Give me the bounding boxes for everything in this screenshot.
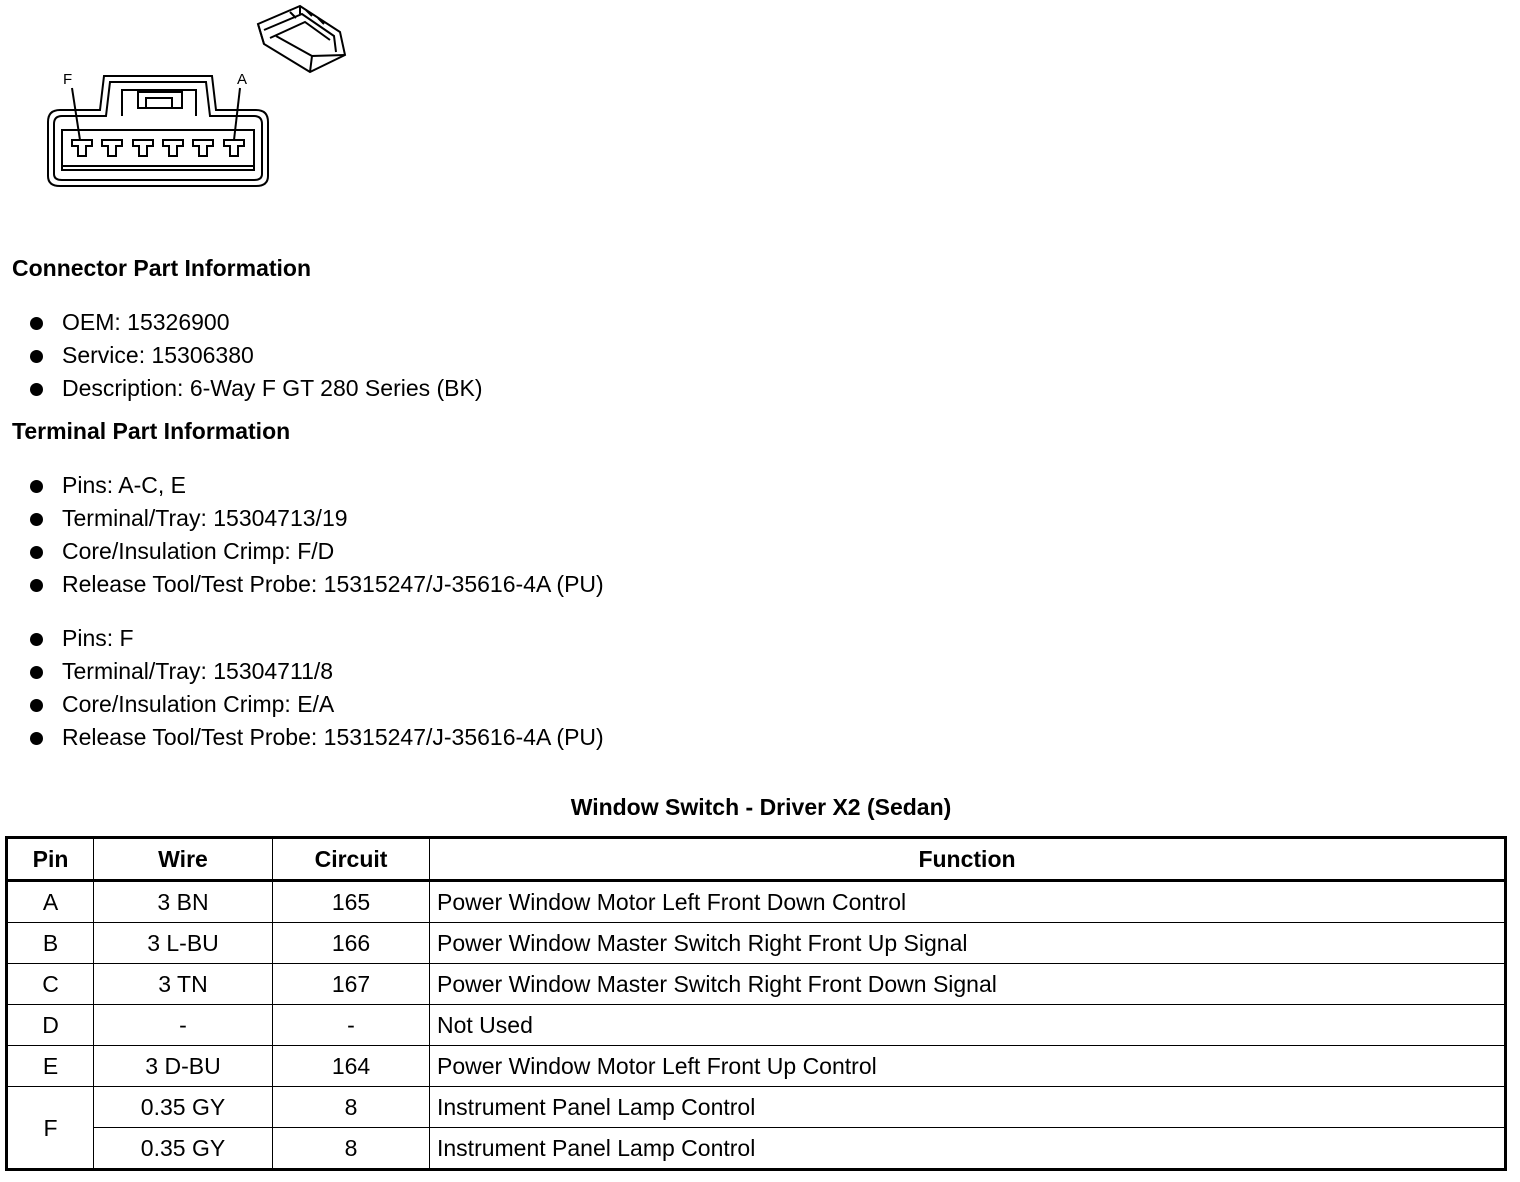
connector-3d-icon (258, 6, 345, 72)
list-item: Release Tool/Test Probe: 15315247/J-35616-4A (PU) (30, 721, 604, 754)
table-row (7, 881, 1506, 923)
table-row (7, 1005, 1506, 1046)
list-item: Terminal/Tray: 15304711/8 (30, 655, 604, 688)
cell-function: Power Window Motor Left Front Up Control (430, 1046, 1506, 1087)
terminal-part-heading: Terminal Part Information (12, 418, 291, 444)
connector-part-list (30, 306, 483, 405)
terminal-part-list-2 (30, 622, 604, 754)
header-wire: Wire (94, 838, 273, 881)
cell-circuit: 8 (273, 1128, 430, 1170)
table-row (7, 1087, 1506, 1128)
cell-wire: 3 TN (94, 964, 273, 1005)
list-item: Service: 15306380 (30, 339, 483, 372)
pin-label-f: F (63, 71, 73, 88)
list-item: Core/Insulation Crimp: E/A (30, 688, 604, 721)
list-item: Description: 6-Way F GT 280 Series (BK) (30, 372, 483, 405)
cell-circuit: - (273, 1005, 430, 1046)
cell-wire: 0.35 GY (94, 1087, 273, 1128)
cell-function: Instrument Panel Lamp Control (430, 1128, 1506, 1170)
cell-pin: E (7, 1046, 94, 1087)
table-title: Window Switch - Driver X2 (Sedan) (570, 794, 952, 820)
table-row (7, 1046, 1506, 1087)
cell-function: Not Used (430, 1005, 1506, 1046)
cell-pin: B (7, 923, 94, 964)
cell-circuit: 164 (273, 1046, 430, 1087)
list-item: Core/Insulation Crimp: F/D (30, 535, 604, 568)
table-header-row (7, 838, 1506, 881)
cell-circuit: 8 (273, 1087, 430, 1128)
table-row (7, 1128, 1506, 1170)
cell-pin: A (7, 881, 94, 923)
cell-function: Power Window Motor Left Front Down Control (430, 881, 1506, 923)
cell-circuit: 166 (273, 923, 430, 964)
header-pin: Pin (7, 838, 94, 881)
pin-label-a: A (237, 71, 248, 88)
list-item: Release Tool/Test Probe: 15315247/J-35616-4A (PU) (30, 568, 604, 601)
cell-circuit: 165 (273, 881, 430, 923)
cell-function: Power Window Master Switch Right Front Down Signal (430, 964, 1506, 1005)
cell-wire: 3 L-BU (94, 923, 273, 964)
connector-face-icon (40, 0, 370, 195)
table-row (7, 964, 1506, 1005)
cell-circuit: 167 (273, 964, 430, 1005)
header-function: Function (430, 838, 1506, 881)
terminal-part-list-1 (30, 469, 604, 601)
pin-table (5, 836, 1507, 1171)
cell-wire: - (94, 1005, 273, 1046)
list-item: Terminal/Tray: 15304713/19 (30, 502, 604, 535)
cell-function: Instrument Panel Lamp Control (430, 1087, 1506, 1128)
cell-wire: 3 BN (94, 881, 273, 923)
cell-pin: F (7, 1087, 94, 1170)
connector-part-heading: Connector Part Information (12, 255, 312, 281)
header-circuit: Circuit (273, 838, 430, 881)
cell-pin: C (7, 964, 94, 1005)
list-item: Pins: A-C, E (30, 469, 604, 502)
list-item: Pins: F (30, 622, 604, 655)
table-row (7, 923, 1506, 964)
cell-wire: 0.35 GY (94, 1128, 273, 1170)
cell-pin: D (7, 1005, 94, 1046)
cell-wire: 3 D-BU (94, 1046, 273, 1087)
list-item: OEM: 15326900 (30, 306, 483, 339)
cell-function: Power Window Master Switch Right Front Up Signal (430, 923, 1506, 964)
